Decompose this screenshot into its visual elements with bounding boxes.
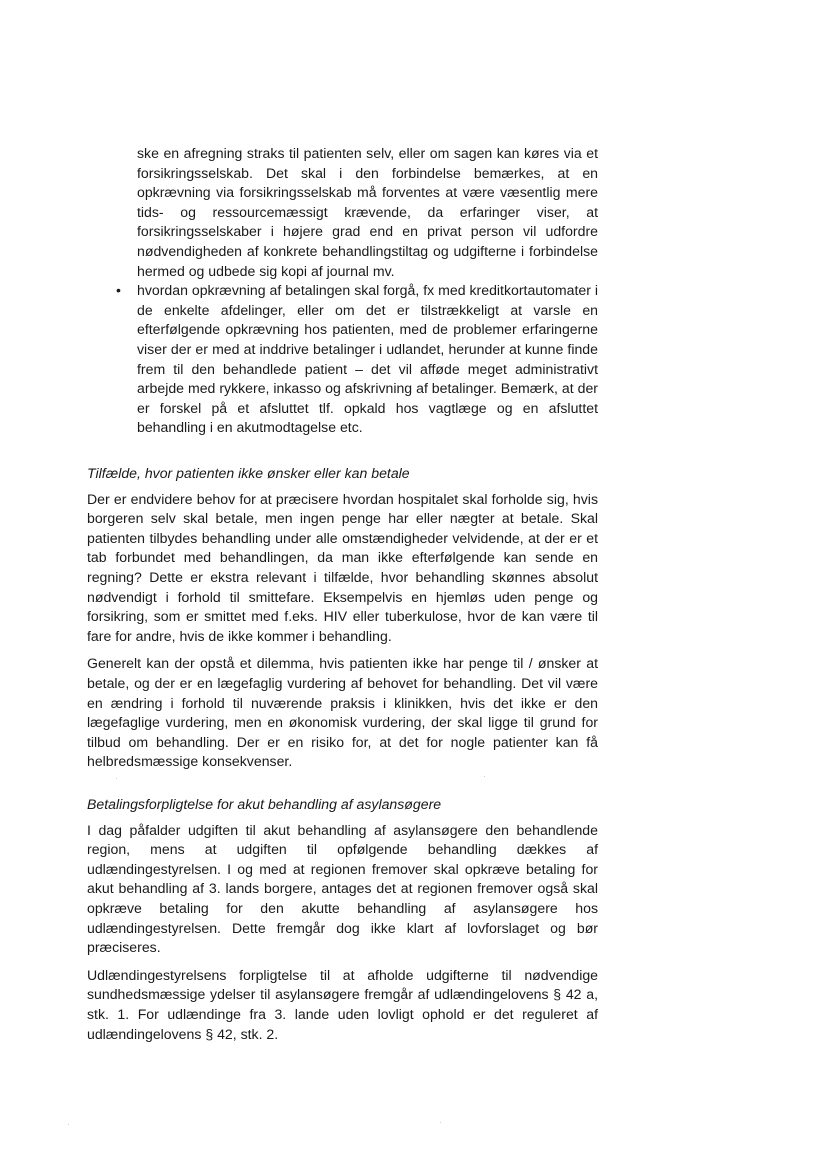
- section-asylum-seekers: [87, 795, 598, 1052]
- section-non-paying-patients: [87, 464, 598, 780]
- bullet-continuation-text: ske en afregning straks til patienten selv, eller om sagen kan køres via et forsikringsselskab. Det skal i den forbindelse bemærkes, at en opkrævning via forsikringsselskab må forventes at være væsentlig mere tids- og ressourcemæssigt krævende, da erfaringer viser, at forsikringsselskaber i højere grad end en privat person vil udfordre nødvendigheden af konkrete behandlingstiltag og udgifterne i forbindelse hermed og udbede sig kopi af journal mv.: [137, 145, 598, 279]
- section-heading: Tilfælde, hvor patienten ikke ønsker eller kan betale: [87, 465, 410, 481]
- scan-speck: [68, 1124, 69, 1125]
- bullet-list: [113, 144, 598, 438]
- paragraph: Udlændingestyrelsens forpligtelse til at afholde udgifterne til nødvendige sundhedsmæssige ydelser til asylansøgere fremgår af udlændingelovens § 42 a, stk. 1. For udlændinge fra 3. lande uden lovligt ophold er det reguleret af udlændingelovens § 42, stk. 2.: [87, 966, 598, 1042]
- paragraph: Der er endvidere behov for at præcisere hvordan hospitalet skal forholde sig, hvis borgeren selv skal betale, men ingen penge har eller nægter at betale. Skal patienten tilbydes behandling under alle omstændigheder velvidende, at der er et tab forbundet med behandlingen, da man ikke efterfølgende kan sende en regning? Dette er ekstra relevant i tilfælde, hvor behandling skønnes absolut nødvendigt i forhold til smittefare. Eksempelvis en hjemløs uden penge og forsikring, som er smittet med f.eks. HIV eller tuberkulose, hvor de kan være til fare for andre, hvis de ikke kommer i behandling.: [87, 490, 598, 644]
- paragraph: I dag påfalder udgiften til akut behandling af asylansøgere den behandlende region, mens at udgiften til opfølgende behandling dækkes af udlændingestyrelsen. I og med at regionen fremover skal opkræve betaling for akut behandling af 3. lands borgere, antages det at regionen fremover også skal opkræve betaling for den akutte behandling af asylansøgere hos udlændingestyrelsen. Dette fremgår dog ikke klart af lovforslaget og bør præciseres.: [87, 821, 598, 956]
- scan-speck: [116, 778, 117, 779]
- bullet-text: hvordan opkrævning af betalingen skal forgå, fx med kreditkortautomater i de enkelte afdelinger, eller om det er tilstrækkeligt at varsle en efterfølgende opkrævning hos patienten, med de problemer erfaringerne viser der er med at inddrive betalinger i udlandet, herunder at kunne finde frem til den behandlede patient – det vil afføde meget administrativt arbejde med rykkere, inkasso og afskrivning af betalinger. Bemærk, at der er forskel på et afsluttet tlf. opkald hos vagtlæge og en afsluttet behandling i en akutmodtagelse etc.: [137, 282, 598, 436]
- bullet-marker: •: [116, 282, 121, 299]
- scan-speck: [484, 776, 485, 777]
- list-item: [113, 281, 598, 438]
- section-heading: Betalingsforpligtelse for akut behandling af asylansøgere: [87, 796, 442, 812]
- scan-speck: [440, 1122, 441, 1123]
- paragraph: Generelt kan der opstå et dilemma, hvis patienten ikke har penge til / ønsker at betale, og der er en lægefaglig vurdering af behovet for behandling. Det vil være en ændring i forhold til nuværende praksis i klinikken, hvis det ikke er den lægefaglige vurdering, men en økonomisk vurdering, der skal ligge til grund for tilbud om behandling. Der er en risiko for, at det for nogle patienter kan få helbredsmæssige konsekvenser.: [87, 655, 598, 770]
